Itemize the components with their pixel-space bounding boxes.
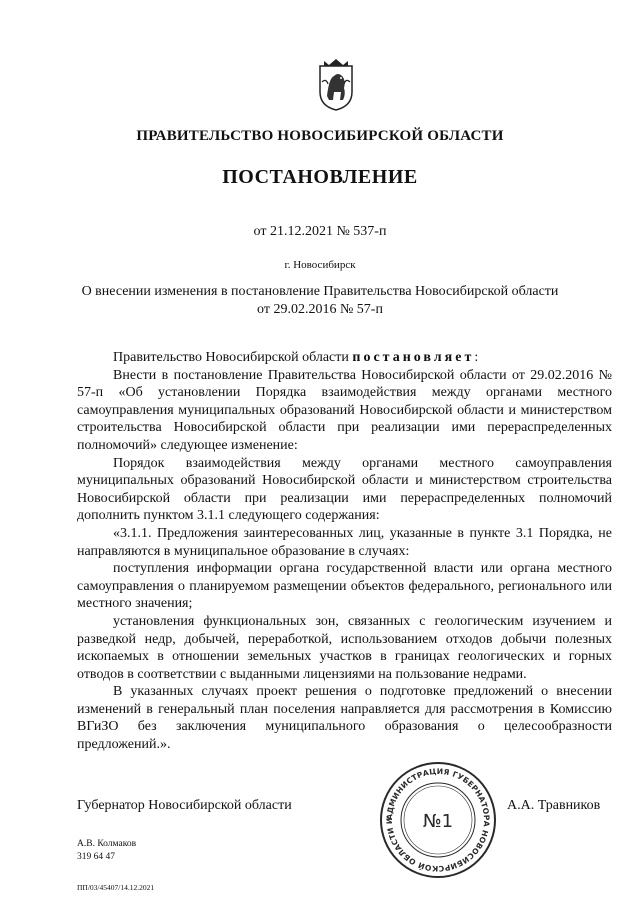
document-body: [77, 349, 612, 754]
subject-line-1: О внесении изменения в постановление Правительства Новосибирской области: [81, 284, 559, 299]
stamp-outer-text: АДМИНИСТРАЦИЯ ГУБЕРНАТОРА НОВОСИБИРСКОЙ ОБЛАСТИ И: [384, 766, 492, 874]
city: г. Новосибирск: [284, 259, 356, 271]
paragraph-case-1: поступления информации органа государственной власти или органа местного самоуправления о планируемом размещении объектов федерального, регионального или местного значения;: [77, 561, 612, 612]
paragraph-resolves: [77, 349, 612, 367]
signature-name: А.А. Травников: [507, 798, 601, 813]
coat-of-arms-icon: [316, 58, 356, 112]
executor-phone: 319 64 47: [77, 852, 115, 862]
document-type: ПОСТАНОВЛЕНИЕ: [222, 166, 418, 188]
subject-line-2: от 29.02.2016 № 57-п: [257, 302, 383, 317]
paragraph-case-2: установления функциональных зон, связанных с геологическим изучением и разведкой недр, добычей, переработкой, использованием отходов добычи полезных ископаемых в отношении земельных участков в границах геологических и горных отводов в соответствии с выданными лицензиями на пользование недрами.: [77, 613, 612, 682]
signature-position: Губернатор Новосибирской области: [77, 798, 292, 813]
paragraph-amend: Внести в постановление Правительства Новосибирской области от 29.02.2016 № 57-п «Об установлении Порядка взаимодействия между органами местного самоуправления муниципальных образований Новосибирской области и министерством строительства Новосибирской области при реализации ими перераспределенных полномочий» следующее изменение:: [77, 367, 612, 453]
official-stamp: [378, 760, 498, 880]
executor-name: А.В. Колмаков: [77, 839, 137, 849]
resolves-word: постановляет: [352, 350, 475, 365]
resolves-lead: Правительство Новосибирской области: [113, 350, 353, 365]
paragraph-clause-3-1-1: «3.1.1. Предложения заинтересованных лиц, указанные в пункте 3.1 Порядка, не направляются в муниципальное образование в случаях:: [77, 525, 612, 559]
government-name: ПРАВИТЕЛЬСТВО НОВОСИБИРСКОЙ ОБЛАСТИ: [136, 128, 504, 144]
paragraph-procedure: Порядок взаимодействия между органами местного самоуправления муниципальных образований Новосибирской области и министерством строительства Новосибирской области при реализации ими перераспределенных полномочий дополнить пунктом 3.1.1 следующего содержания:: [77, 455, 612, 524]
stamp-number: №1: [422, 811, 454, 832]
footer-document-code: ПП/03/45407/14.12.2021: [77, 883, 155, 892]
executor-info: [77, 838, 136, 864]
date-and-number: от 21.12.2021 № 537-п: [253, 224, 387, 239]
paragraph-conclusion: В указанных случаях проект решения о подготовке предложений о внесении изменений в генеральный план поселения направляется для рассмотрения в Комиссию ВГиЗО без заключения муниципального образования о целесообразности предложений.».: [77, 684, 612, 753]
document-subject: [0, 283, 640, 319]
resolves-colon: :: [474, 350, 479, 365]
